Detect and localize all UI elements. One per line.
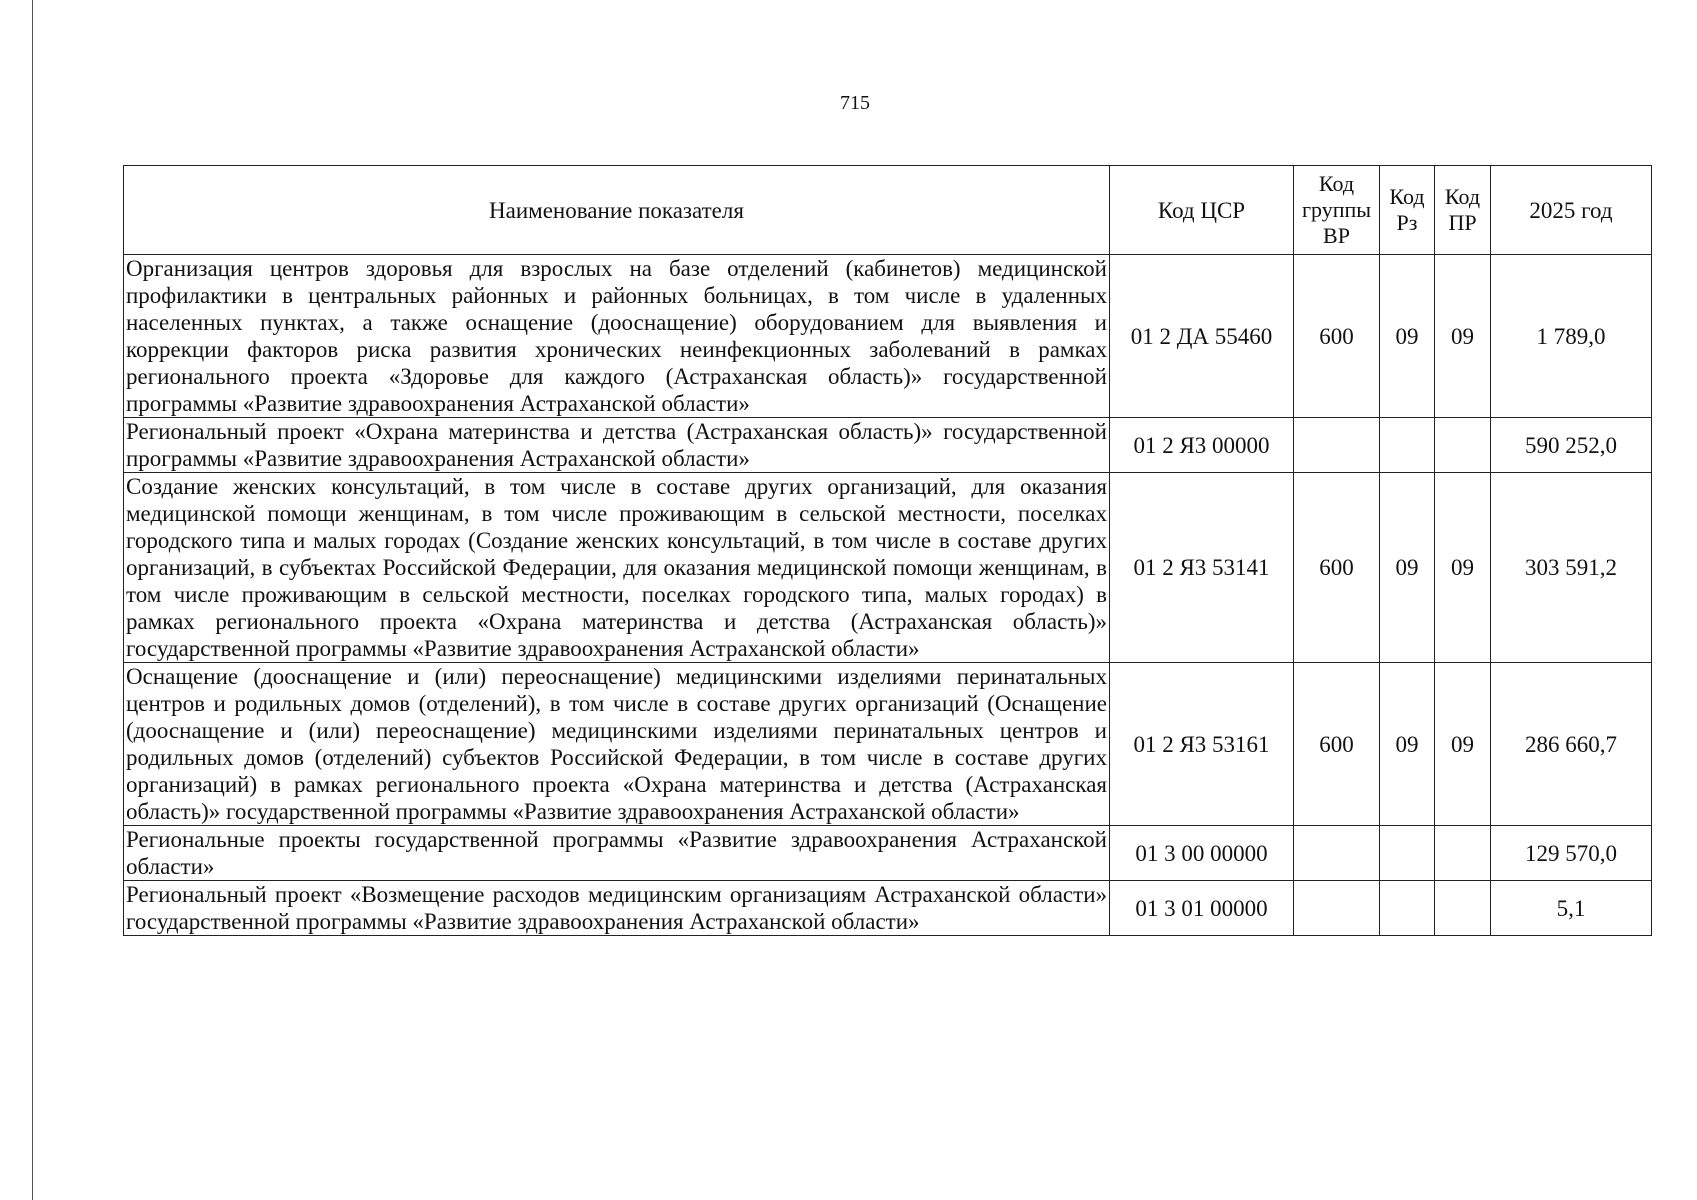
table-row bbox=[124, 881, 1652, 936]
row-pr: 09 bbox=[1435, 473, 1491, 663]
row-rz bbox=[1380, 418, 1435, 473]
page-left-edge bbox=[32, 0, 33, 1200]
row-pr bbox=[1435, 881, 1491, 936]
table-header-row bbox=[124, 166, 1652, 255]
row-amount: 303 591,2 bbox=[1491, 473, 1652, 663]
table-row bbox=[124, 255, 1652, 418]
row-vr bbox=[1294, 881, 1380, 936]
header-year: 2025 год bbox=[1491, 166, 1652, 255]
row-csr: 01 3 00 00000 bbox=[1110, 826, 1294, 881]
row-amount: 286 660,7 bbox=[1491, 663, 1652, 826]
table-row bbox=[124, 473, 1652, 663]
row-pr: 09 bbox=[1435, 663, 1491, 826]
table-row bbox=[124, 418, 1652, 473]
row-vr bbox=[1294, 418, 1380, 473]
row-amount: 1 789,0 bbox=[1491, 255, 1652, 418]
row-vr: 600 bbox=[1294, 663, 1380, 826]
row-rz bbox=[1380, 881, 1435, 936]
budget-table bbox=[123, 165, 1652, 936]
header-vr: Код группы ВР bbox=[1294, 166, 1380, 255]
row-name: Оснащение (дооснащение и (или) переоснащение) медицинскими изделиями перинатальных центров и родильных домов (отделений), в том числе в составе других организаций (Оснащение (дооснащение и (или) переоснащение) медицинскими изделиями перинатальных центров и родильных домов (отделений) субъектов Российской Федерации, в том числе в составе других организаций) в рамках регионального проекта «Охрана материнства и детства (Астраханская область)» государственной программы «Развитие здравоохранения Астраханской области» bbox=[124, 663, 1110, 826]
row-vr bbox=[1294, 826, 1380, 881]
header-name: Наименование показателя bbox=[124, 166, 1110, 255]
table-row bbox=[124, 663, 1652, 826]
header-rz: Код Рз bbox=[1380, 166, 1435, 255]
row-pr bbox=[1435, 418, 1491, 473]
row-rz: 09 bbox=[1380, 473, 1435, 663]
table-row bbox=[124, 826, 1652, 881]
row-csr: 01 2 Я3 53141 bbox=[1110, 473, 1294, 663]
row-name: Региональный проект «Возмещение расходов медицинским организациям Астраханской области» государственной программы «Развитие здравоохранения Астраханской области» bbox=[124, 881, 1110, 936]
row-csr: 01 2 Я3 53161 bbox=[1110, 663, 1294, 826]
row-csr: 01 3 01 00000 bbox=[1110, 881, 1294, 936]
row-pr: 09 bbox=[1435, 255, 1491, 418]
page-number: 715 bbox=[840, 92, 870, 114]
row-vr: 600 bbox=[1294, 255, 1380, 418]
row-name: Организация центров здоровья для взрослых на базе отделений (кабинетов) медицинской профилактики в центральных районных и районных больницах, в том числе в удаленных населенных пунктах, а также оснащение (дооснащение) оборудованием для выявления и коррекции факторов риска развития хронических неинфекционных заболеваний в рамках регионального проекта «Здоровье для каждого (Астраханская область)» государственной программы «Развитие здравоохранения Астраханской области» bbox=[124, 255, 1110, 418]
row-pr bbox=[1435, 826, 1491, 881]
header-csr: Код ЦСР bbox=[1110, 166, 1294, 255]
row-name: Региональный проект «Охрана материнства и детства (Астраханская область)» государственной программы «Развитие здравоохранения Астраханской области» bbox=[124, 418, 1110, 473]
row-name: Региональные проекты государственной программы «Развитие здравоохранения Астраханской области» bbox=[124, 826, 1110, 881]
row-amount: 129 570,0 bbox=[1491, 826, 1652, 881]
row-rz bbox=[1380, 826, 1435, 881]
row-csr: 01 2 Я3 00000 bbox=[1110, 418, 1294, 473]
row-csr: 01 2 ДА 55460 bbox=[1110, 255, 1294, 418]
row-vr: 600 bbox=[1294, 473, 1380, 663]
row-rz: 09 bbox=[1380, 255, 1435, 418]
row-rz: 09 bbox=[1380, 663, 1435, 826]
header-pr: Код ПР bbox=[1435, 166, 1491, 255]
row-amount: 5,1 bbox=[1491, 881, 1652, 936]
row-amount: 590 252,0 bbox=[1491, 418, 1652, 473]
row-name: Создание женских консультаций, в том числе в составе других организаций, для оказания медицинской помощи женщинам, в том числе проживающим в сельской местности, поселках городского типа и малых городах (Создание женских консультаций, в том числе в составе других организаций, в субъектах Российской Федерации, для оказания медицинской помощи женщинам, в том числе проживающим в сельской местности, поселках городского типа, малых городах) в рамках регионального проекта «Охрана материнства и детства (Астраханская область)» государственной программы «Развитие здравоохранения Астраханской области» bbox=[124, 473, 1110, 663]
